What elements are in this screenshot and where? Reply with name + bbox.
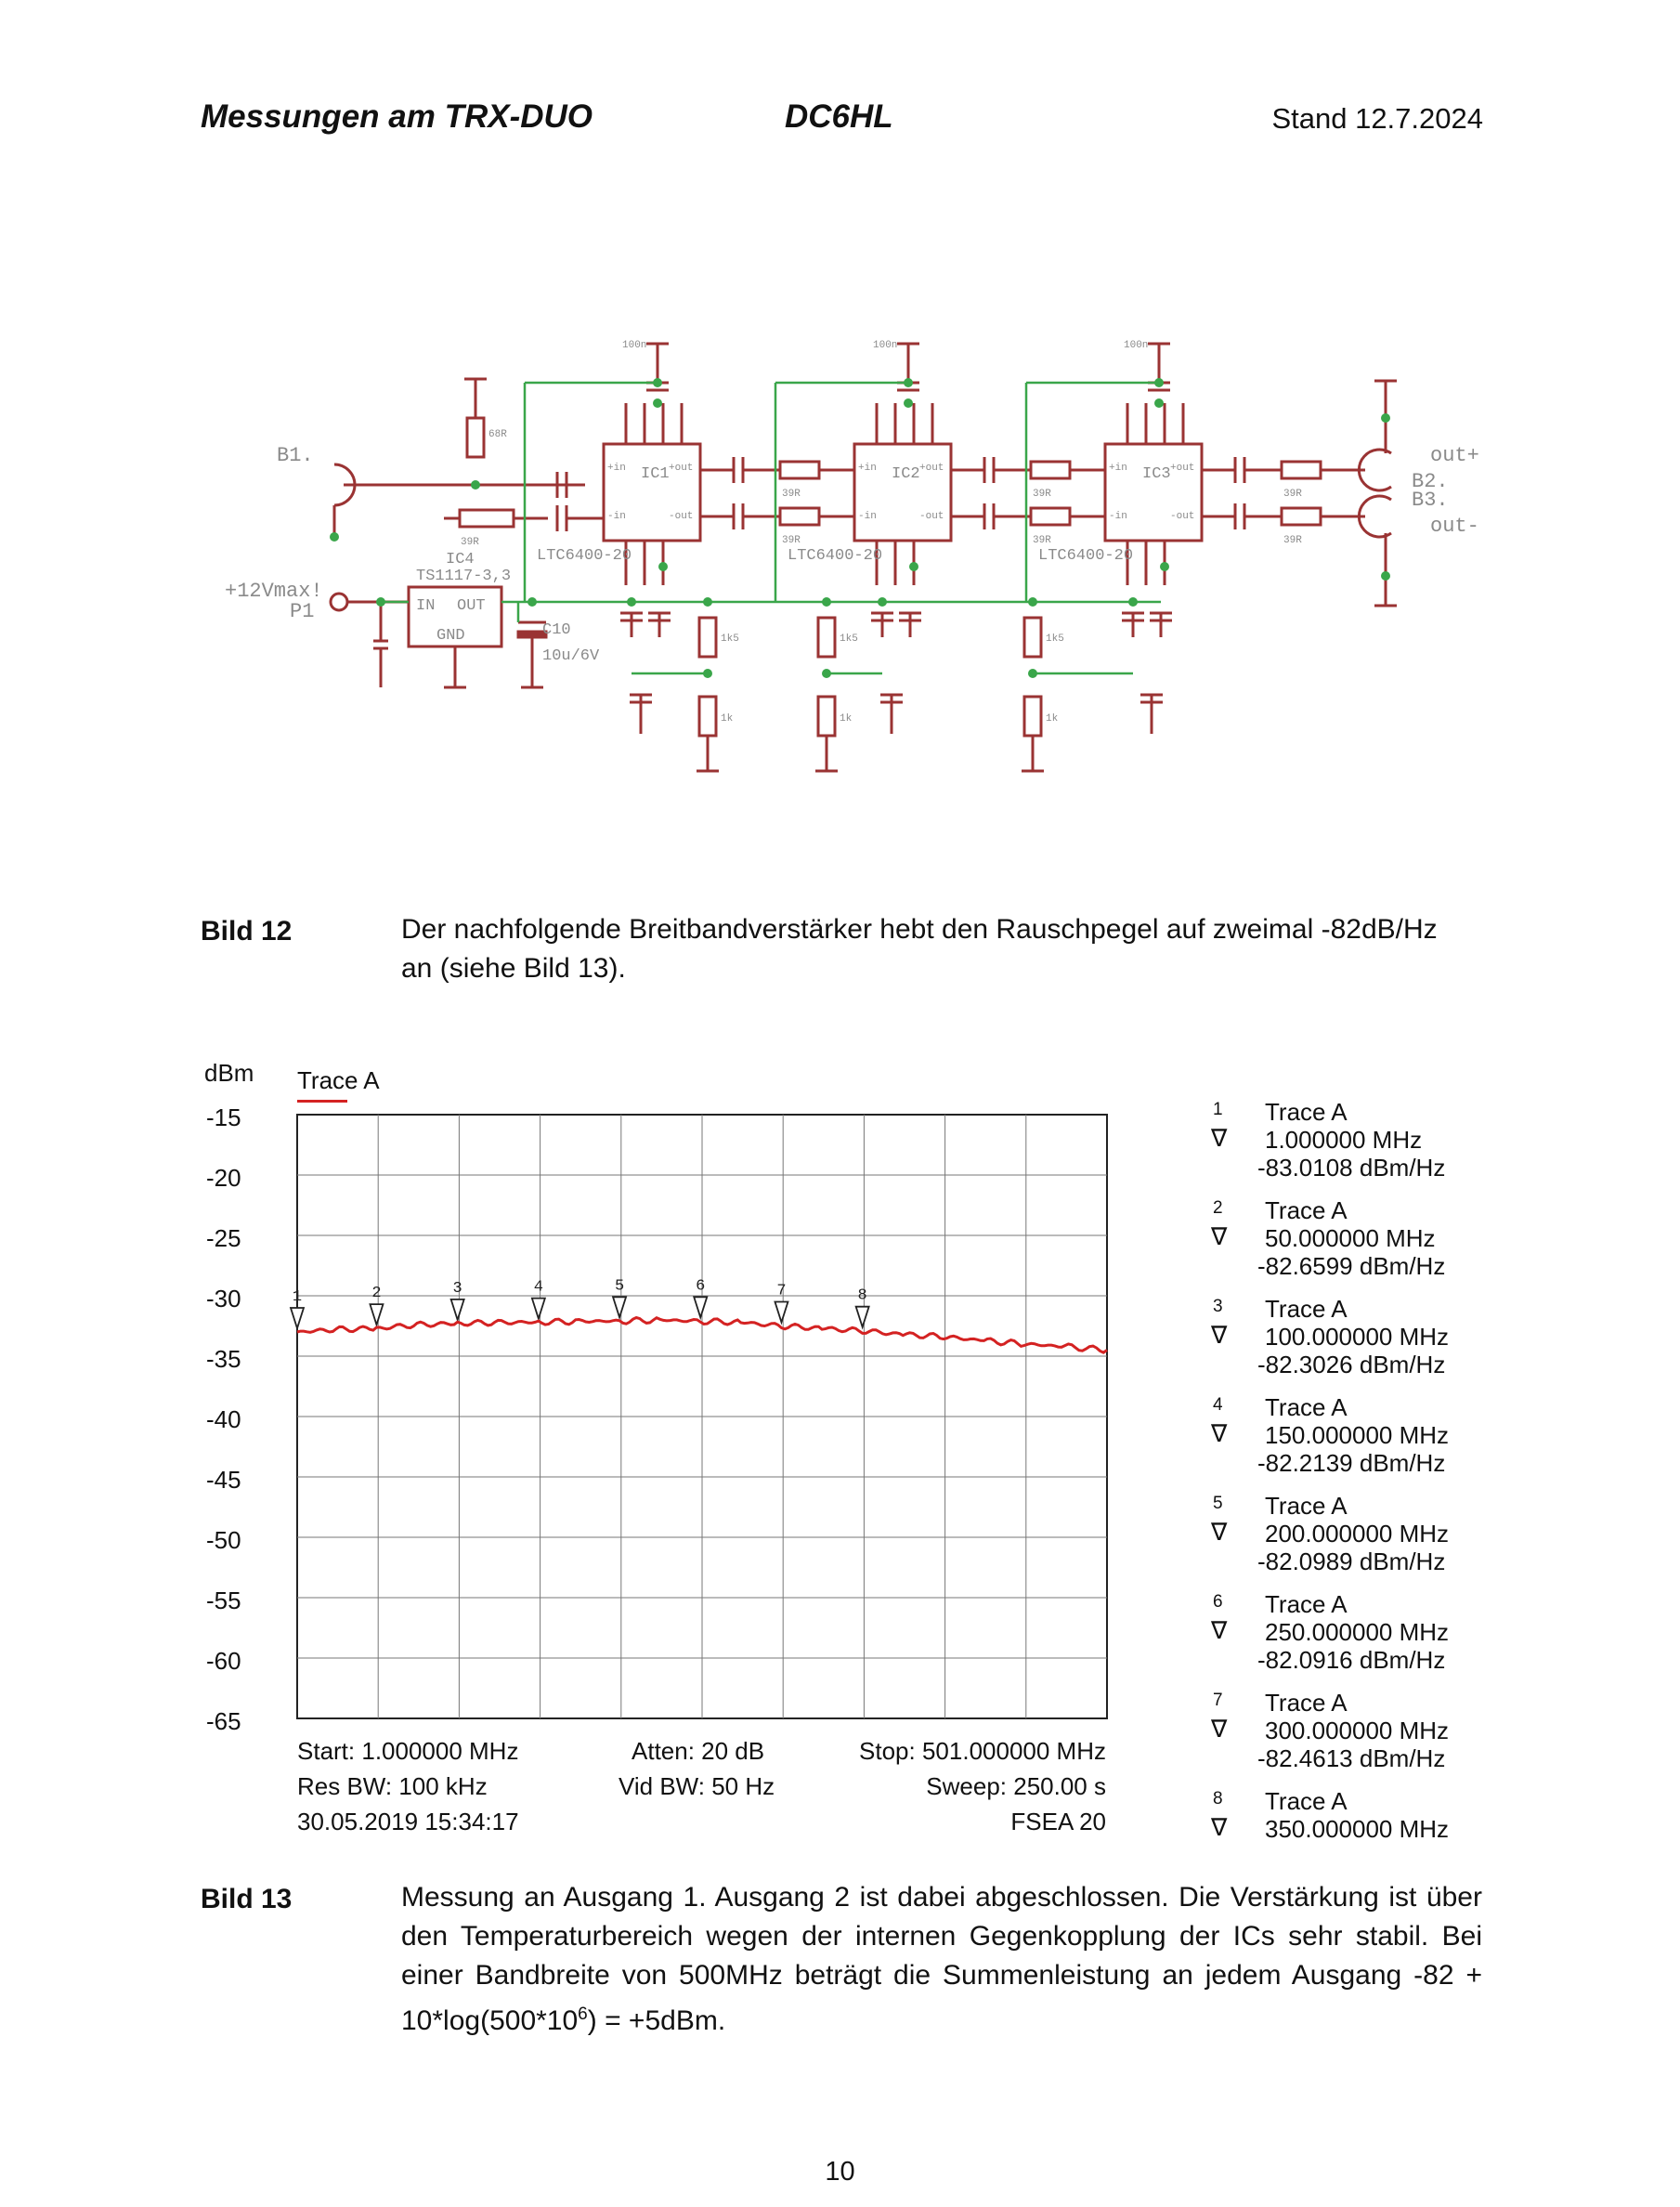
label-c10-value: 10u/6V	[542, 647, 600, 665]
marker-trace: Trace A	[1265, 1689, 1348, 1717]
setting-res-bw: Res BW: 100 kHz	[297, 1772, 488, 1800]
marker-level: -82.2139 dBm/Hz	[1257, 1449, 1446, 1477]
caption13-formula-a: 10*log(500*10	[401, 2005, 579, 2036]
amplifier-schematic	[214, 307, 1479, 790]
marker-label: 1	[292, 1288, 303, 1306]
caption13-line4	[401, 1995, 1482, 2041]
marker-triangle-icon: ∇	[1211, 1321, 1228, 1349]
pin-ic3-out-minus: -out	[1170, 511, 1195, 522]
caption12-line2: an (siehe Bild 13).	[401, 953, 626, 984]
setting-timestamp: 30.05.2019 15:34:17	[297, 1808, 519, 1835]
marker-freq: 300.000000 MHz	[1265, 1717, 1450, 1744]
label-b3: B3.	[1412, 489, 1449, 512]
marker-triangle	[613, 1297, 626, 1317]
marker-entry	[1207, 1098, 1514, 1196]
label-ic4-in: IN	[416, 597, 436, 615]
marker-triangle-icon: ∇	[1211, 1419, 1228, 1447]
caption13-line1: Messung an Ausgang 1. Ausgang 2 ist dabei abgeschlossen. Die Verstärkung ist über	[401, 1882, 1482, 1913]
pin-ic2-out-minus: -out	[919, 511, 944, 522]
pin-ic1-out-minus: -out	[669, 511, 694, 522]
header-callsign: DC6HL	[785, 98, 893, 135]
marker-entry	[1207, 1393, 1514, 1492]
marker-number: 3	[1213, 1297, 1223, 1316]
label-out-plus: out+	[1430, 444, 1479, 467]
label-r4: 39R	[1033, 535, 1051, 546]
caption13-line3: einer Bandbreite von 500MHz beträgt die Summenleistung an jedem Ausgang -82 +	[401, 1960, 1482, 1991]
pin-ic2-out-plus: +out	[919, 463, 944, 474]
marker-number: 1	[1213, 1100, 1223, 1119]
marker-table	[1207, 1098, 1514, 1861]
marker-label: 6	[696, 1277, 706, 1296]
legend-trace-label: Trace A	[297, 1066, 380, 1094]
marker-label: 8	[857, 1286, 867, 1305]
label-ic4-gnd: GND	[436, 627, 465, 645]
spectrum-chart	[279, 1096, 1114, 1728]
label-r-1k-3: 1k	[1046, 713, 1059, 725]
marker-level: -82.6599 dBm/Hz	[1257, 1252, 1446, 1280]
label-r-1k5-1: 1k5	[721, 633, 739, 645]
marker-label: 5	[614, 1277, 625, 1296]
marker-label: 2	[371, 1285, 382, 1303]
marker-triangle	[694, 1297, 707, 1317]
y-tick: -45	[206, 1466, 241, 1494]
setting-sweep: Sweep: 250.00 s	[926, 1772, 1106, 1800]
label-cap-c5: 100n	[622, 340, 647, 351]
y-tick: -65	[206, 1707, 241, 1735]
y-tick: -60	[206, 1647, 241, 1675]
y-tick: -30	[206, 1285, 241, 1312]
pin-ic3-in-minus: -in	[1109, 511, 1127, 522]
caption13-line2: den Temperaturbereich wegen der internen Gegenkopplung der ICs sehr stabil. Bei	[401, 1921, 1482, 1952]
marker-trace: Trace A	[1265, 1295, 1348, 1323]
marker-entry	[1207, 1492, 1514, 1590]
marker-trace: Trace A	[1265, 1098, 1348, 1126]
setting-stop: Stop: 501.000000 MHz	[859, 1737, 1106, 1765]
y-tick: -55	[206, 1587, 241, 1614]
label-supply: +12Vmax!	[225, 580, 323, 603]
y-axis-unit: dBm	[204, 1059, 254, 1087]
label-ic4-name: IC4	[446, 551, 475, 568]
marker-freq: 350.000000 MHz	[1265, 1815, 1450, 1843]
marker-trace: Trace A	[1265, 1590, 1348, 1618]
label-r-1k5-2: 1k5	[840, 633, 858, 645]
marker-trace: Trace A	[1265, 1196, 1348, 1224]
marker-triangle-icon: ∇	[1211, 1124, 1228, 1152]
marker-trace: Trace A	[1265, 1492, 1348, 1520]
marker-triangle-icon: ∇	[1211, 1813, 1228, 1841]
label-ic2-part: LTC6400-20	[788, 547, 883, 565]
label-cap-c20: 100n	[1124, 340, 1149, 351]
marker-freq: 250.000000 MHz	[1265, 1618, 1450, 1646]
setting-start: Start: 1.000000 MHz	[297, 1737, 519, 1765]
label-ic2: IC2	[892, 465, 920, 483]
marker-entry	[1207, 1295, 1514, 1393]
marker-triangle	[291, 1308, 304, 1328]
caption12-line1: Der nachfolgende Breitbandverstärker hebt den Rauschpegel auf zweimal -82dB/Hz	[401, 914, 1438, 945]
marker-triangle	[451, 1299, 464, 1320]
y-tick: -20	[206, 1164, 241, 1192]
label-r-1k-2: 1k	[840, 713, 853, 725]
label-r-1k5-3: 1k5	[1046, 633, 1064, 645]
label-ic4-out: OUT	[457, 597, 486, 615]
marker-trace: Trace A	[1265, 1393, 1348, 1421]
label-r6: 39R	[1283, 535, 1302, 546]
pin-ic2-in-plus: +in	[858, 463, 877, 474]
label-b2: B2.	[1412, 470, 1449, 493]
marker-triangle-icon: ∇	[1211, 1518, 1228, 1546]
marker-triangle-icon: ∇	[1211, 1616, 1228, 1644]
marker-label: 7	[776, 1282, 787, 1300]
marker-triangle-icon: ∇	[1211, 1715, 1228, 1743]
header-title: Messungen am TRX-DUO	[201, 98, 593, 135]
y-tick: -35	[206, 1345, 241, 1373]
marker-number: 6	[1213, 1592, 1223, 1612]
label-out-minus: out-	[1430, 515, 1479, 538]
label-ic4-part: TS1117-3,3	[416, 568, 512, 585]
caption13-formula-b: ) = +5dBm.	[587, 2005, 726, 2036]
header-date: Stand 12.7.2024	[1271, 102, 1483, 135]
marker-entry	[1207, 1787, 1514, 1861]
marker-trace: Trace A	[1265, 1787, 1348, 1815]
label-p1: P1	[290, 600, 315, 623]
label-c10: C10	[542, 621, 571, 639]
marker-triangle	[775, 1302, 788, 1323]
pin-ic1-out-plus: +out	[669, 463, 694, 474]
label-r5: 39R	[1283, 489, 1302, 500]
marker-triangle	[370, 1304, 383, 1325]
figure-label-12: Bild 12	[201, 916, 293, 947]
page-number: 10	[825, 2157, 855, 2187]
label-b1: B1.	[277, 444, 314, 467]
caption13-exponent: 6	[578, 2005, 588, 2024]
marker-entry	[1207, 1590, 1514, 1689]
label-ic1-part: LTC6400-20	[537, 547, 632, 565]
marker-level: -82.0916 dBm/Hz	[1257, 1646, 1446, 1674]
marker-freq: 50.000000 MHz	[1265, 1224, 1436, 1252]
label-r1: 39R	[782, 489, 801, 500]
setting-atten: Atten: 20 dB	[632, 1737, 765, 1765]
marker-triangle	[532, 1299, 545, 1319]
marker-triangle	[856, 1307, 869, 1327]
marker-freq: 200.000000 MHz	[1265, 1520, 1450, 1548]
marker-number: 7	[1213, 1691, 1223, 1710]
pin-ic2-in-minus: -in	[858, 511, 877, 522]
y-axis-ticks	[206, 1104, 271, 1735]
marker-entry	[1207, 1689, 1514, 1787]
figure-label-13: Bild 13	[201, 1884, 293, 1914]
pin-ic3-out-plus: +out	[1170, 463, 1195, 474]
marker-number: 2	[1213, 1198, 1223, 1218]
marker-level: -82.4613 dBm/Hz	[1257, 1744, 1446, 1772]
label-ic1: IC1	[641, 465, 670, 483]
setting-vid-bw: Vid BW: 50 Hz	[619, 1772, 775, 1800]
y-tick: -15	[206, 1104, 241, 1131]
label-r3: 39R	[1033, 489, 1051, 500]
marker-number: 5	[1213, 1494, 1223, 1513]
marker-label: 3	[452, 1279, 462, 1298]
label-ic3: IC3	[1142, 465, 1171, 483]
marker-freq: 1.000000 MHz	[1265, 1126, 1423, 1154]
marker-level: -82.3026 dBm/Hz	[1257, 1351, 1446, 1378]
marker-freq: 150.000000 MHz	[1265, 1421, 1450, 1449]
marker-entry	[1207, 1196, 1514, 1295]
label-ic3-part: LTC6400-20	[1038, 547, 1134, 565]
chart-grid	[297, 1115, 1107, 1718]
marker-number: 8	[1213, 1789, 1223, 1809]
marker-number: 4	[1213, 1395, 1223, 1415]
pin-ic1-in-minus: -in	[607, 511, 626, 522]
marker-triangle-icon: ∇	[1211, 1222, 1228, 1250]
y-tick: -50	[206, 1526, 241, 1554]
figure-caption-13	[401, 1878, 1482, 2041]
pin-ic3-in-plus: +in	[1109, 463, 1127, 474]
marker-level: -83.0108 dBm/Hz	[1257, 1154, 1446, 1182]
figure-caption-12	[401, 910, 1482, 988]
label-r-input: 39R	[461, 537, 479, 548]
marker-label: 4	[533, 1278, 543, 1297]
label-r2: 39R	[782, 535, 801, 546]
y-tick: -25	[206, 1224, 241, 1252]
setting-device: FSEA 20	[1010, 1808, 1106, 1835]
label-r-1k-1: 1k	[721, 713, 734, 725]
label-cap-c12: 100n	[873, 340, 898, 351]
y-tick: -40	[206, 1405, 241, 1433]
marker-freq: 100.000000 MHz	[1265, 1323, 1450, 1351]
pin-ic1-in-plus: +in	[607, 463, 626, 474]
marker-level: -82.0989 dBm/Hz	[1257, 1548, 1446, 1575]
label-r-68: 68R	[488, 429, 507, 440]
